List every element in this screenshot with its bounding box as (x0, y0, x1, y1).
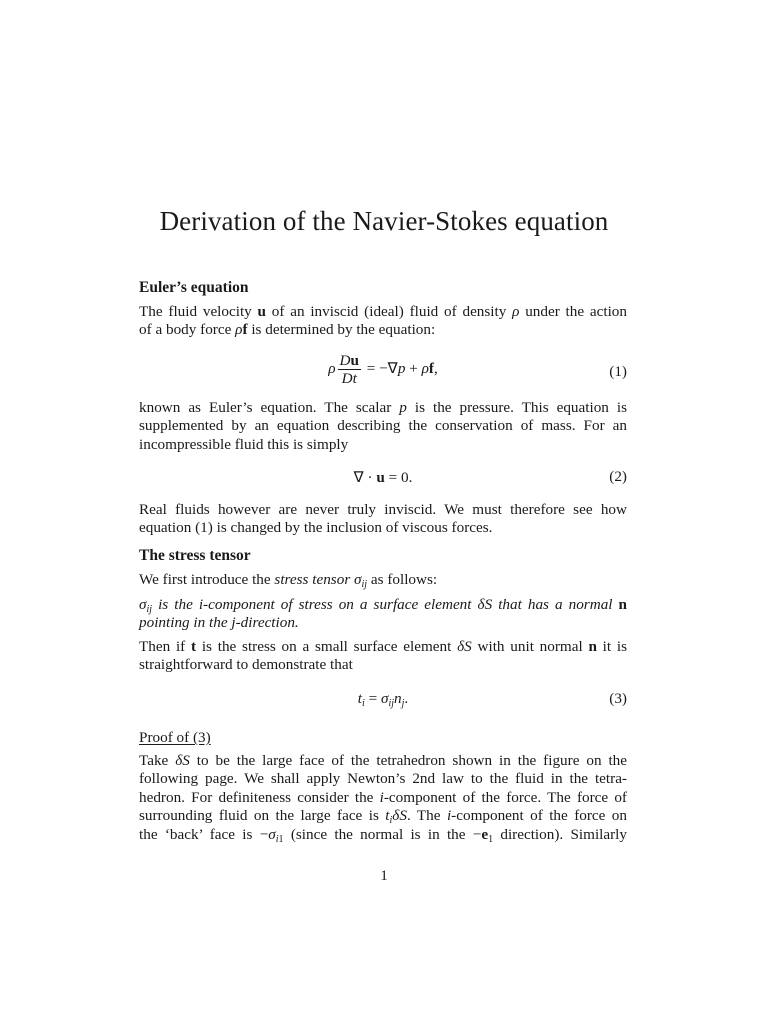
paragraph-euler-after (139, 399, 627, 454)
text-line: incompressible fluid this is simply (139, 435, 349, 453)
text-line: We first introduce the stress tensor $\sigma_{ij}$ as follows: (139, 571, 438, 590)
section-heading-euler: Euler’s equation (139, 279, 249, 296)
text-line: the ‘back’ face is $-\sigma_{i1}$ (since the normal is in the $-e_1$ direction). Similarly (139, 825, 627, 845)
text-line: known as Euler’s equation. The scalar p is the pressure. This equation is (139, 399, 627, 416)
section-heading-stress-tensor: The stress tensor (139, 547, 251, 564)
paragraph-stress-intro (139, 571, 627, 589)
equation-3 (139, 690, 627, 710)
equation-2-body: ∇ · u = 0. (353, 469, 413, 486)
paragraph-stress-definition (139, 596, 627, 633)
page-number: 1 (380, 867, 388, 884)
text-line: Then if t is the stress on a small surface element δS with unit normal n it is (139, 638, 627, 655)
text-line: surrounding fluid on the large face is $t_i\delta S$. The i-component of the force on (139, 807, 627, 827)
proof-heading-text: Proof of (3) (139, 729, 211, 746)
text-line: Take δS to be the large face of the tetrahedron shown in the figure on the (139, 752, 627, 769)
paragraph-real-fluids (139, 501, 627, 538)
text-line: following page. We shall apply Newton’s 2nd law to the fluid in the tetra- (139, 770, 627, 788)
proof-heading (139, 729, 627, 747)
equation-1-body: ρ $\frac{Du}{Dt}$ = −∇p + ρf, (328, 352, 438, 387)
paragraph-euler-intro (139, 303, 627, 340)
paragraph-proof (139, 752, 627, 844)
text-line: The fluid velocity u of an inviscid (ideal) fluid of density ρ under the action (139, 303, 627, 320)
text-line: supplemented by an equation describing the conservation of mass. For an (139, 417, 627, 435)
equation-1 (139, 352, 627, 392)
equation-2-number: (2) (609, 468, 627, 485)
equation-2 (139, 468, 627, 488)
text-line: $\sigma_{ij}$ is the i-component of stress on a surface element δS that has a normal n (139, 596, 627, 615)
equation-1-number: (1) (609, 363, 627, 380)
text-line: straightforward to demonstrate that (139, 656, 353, 674)
text-line: equation (1) is changed by the inclusion of viscous forces. (139, 519, 493, 537)
page-title: Derivation of the Navier-Stokes equation (159, 206, 609, 236)
text-line: pointing in the j-direction. (139, 614, 299, 632)
text-line: Real fluids however are never truly inviscid. We must therefore see how (139, 501, 627, 518)
equation-3-body: $t_i = \sigma_{ij}n_j$. (357, 690, 409, 709)
text-line: hedron. For definiteness consider the i-component of the force. The force of (139, 788, 627, 806)
equation-3-number: (3) (609, 690, 627, 707)
text-line: of a body force ρf is determined by the equation: (139, 321, 436, 339)
paragraph-then (139, 638, 627, 675)
